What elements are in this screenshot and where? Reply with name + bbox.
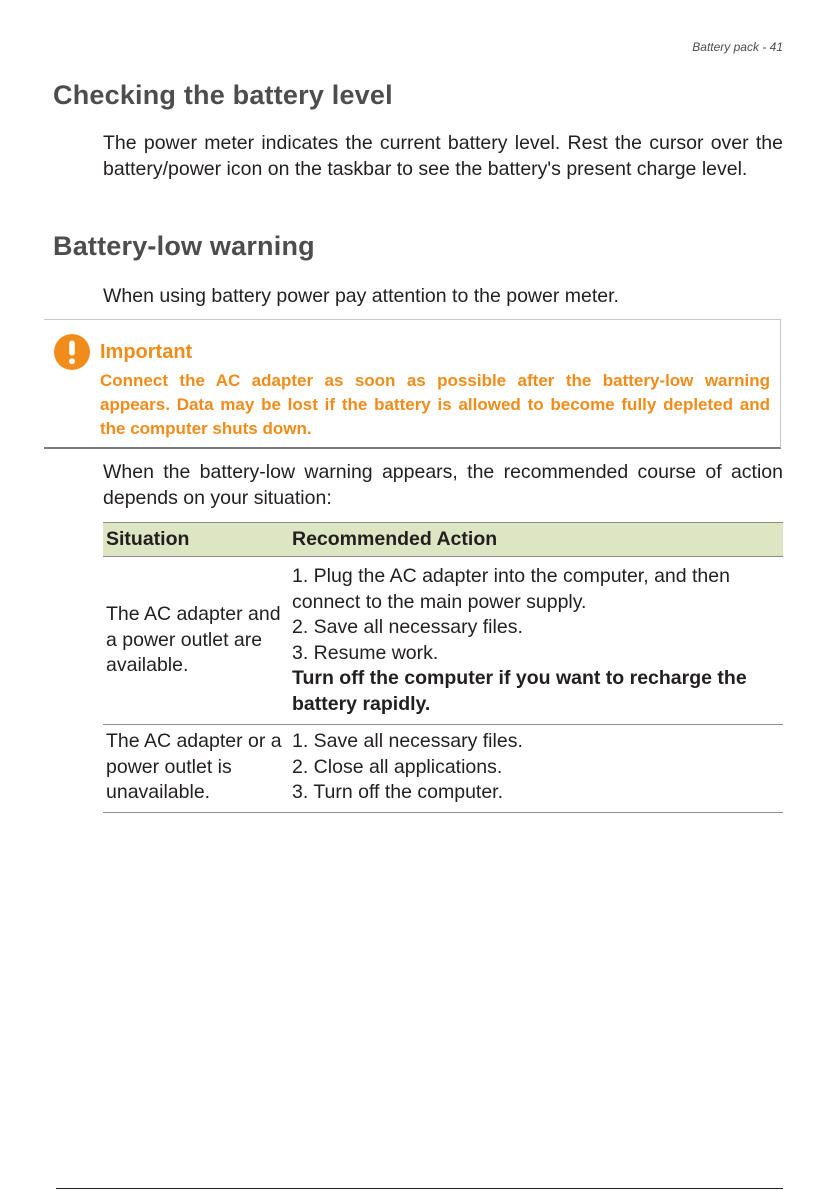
action-step: 1. Save all necessary files. <box>292 730 523 752</box>
action-cell <box>288 557 783 725</box>
exclamation-circle-icon <box>54 334 90 370</box>
important-note-text: Connect the AC adapter as soon as possible after the battery-low warning appears. Data may be lost if the battery is allowed to become fully depleted and the computer shuts down. <box>100 371 770 438</box>
paragraph-recommended-course: When the battery-low warning appears, the recommended course of action depends on your situation: <box>103 461 783 509</box>
action-note: Turn off the computer if you want to recharge the battery rapidly. <box>292 667 747 715</box>
section-title-battery-low: Battery-low warning <box>53 231 315 261</box>
footer-rule <box>56 1188 783 1189</box>
action-step: 2. Close all applications. <box>292 755 503 778</box>
action-cell <box>288 725 783 813</box>
recommended-action-table <box>103 522 783 813</box>
section-title-checking-battery: Checking the battery level <box>53 80 393 110</box>
important-note-title: Important <box>100 341 193 363</box>
action-step: 3. Resume work. <box>292 641 439 664</box>
table-row <box>103 725 783 813</box>
situation-cell: The AC adapter or a power outlet is unavailable. <box>103 725 288 813</box>
column-header-situation: Situation <box>103 523 288 557</box>
running-header: Battery pack - 41 <box>692 40 783 54</box>
action-step: 1. Plug the AC adapter into the computer, and then connect to the main power supply. <box>292 565 730 613</box>
action-step: 3. Turn off the computer. <box>292 781 504 803</box>
column-header-recommended-action: Recommended Action <box>288 523 783 557</box>
important-note-box <box>44 319 781 449</box>
table-row <box>103 557 783 725</box>
paragraph-battery-power: When using battery power pay attention to the power meter. <box>103 285 619 307</box>
paragraph-power-meter: The power meter indicates the current battery level. Rest the cursor over the battery/power icon on the taskbar to see the battery's present charge level. <box>103 132 783 180</box>
situation-cell: The AC adapter and a power outlet are available. <box>103 557 288 725</box>
table-header-row <box>103 523 783 557</box>
action-step: 2. Save all necessary files. <box>292 616 523 638</box>
